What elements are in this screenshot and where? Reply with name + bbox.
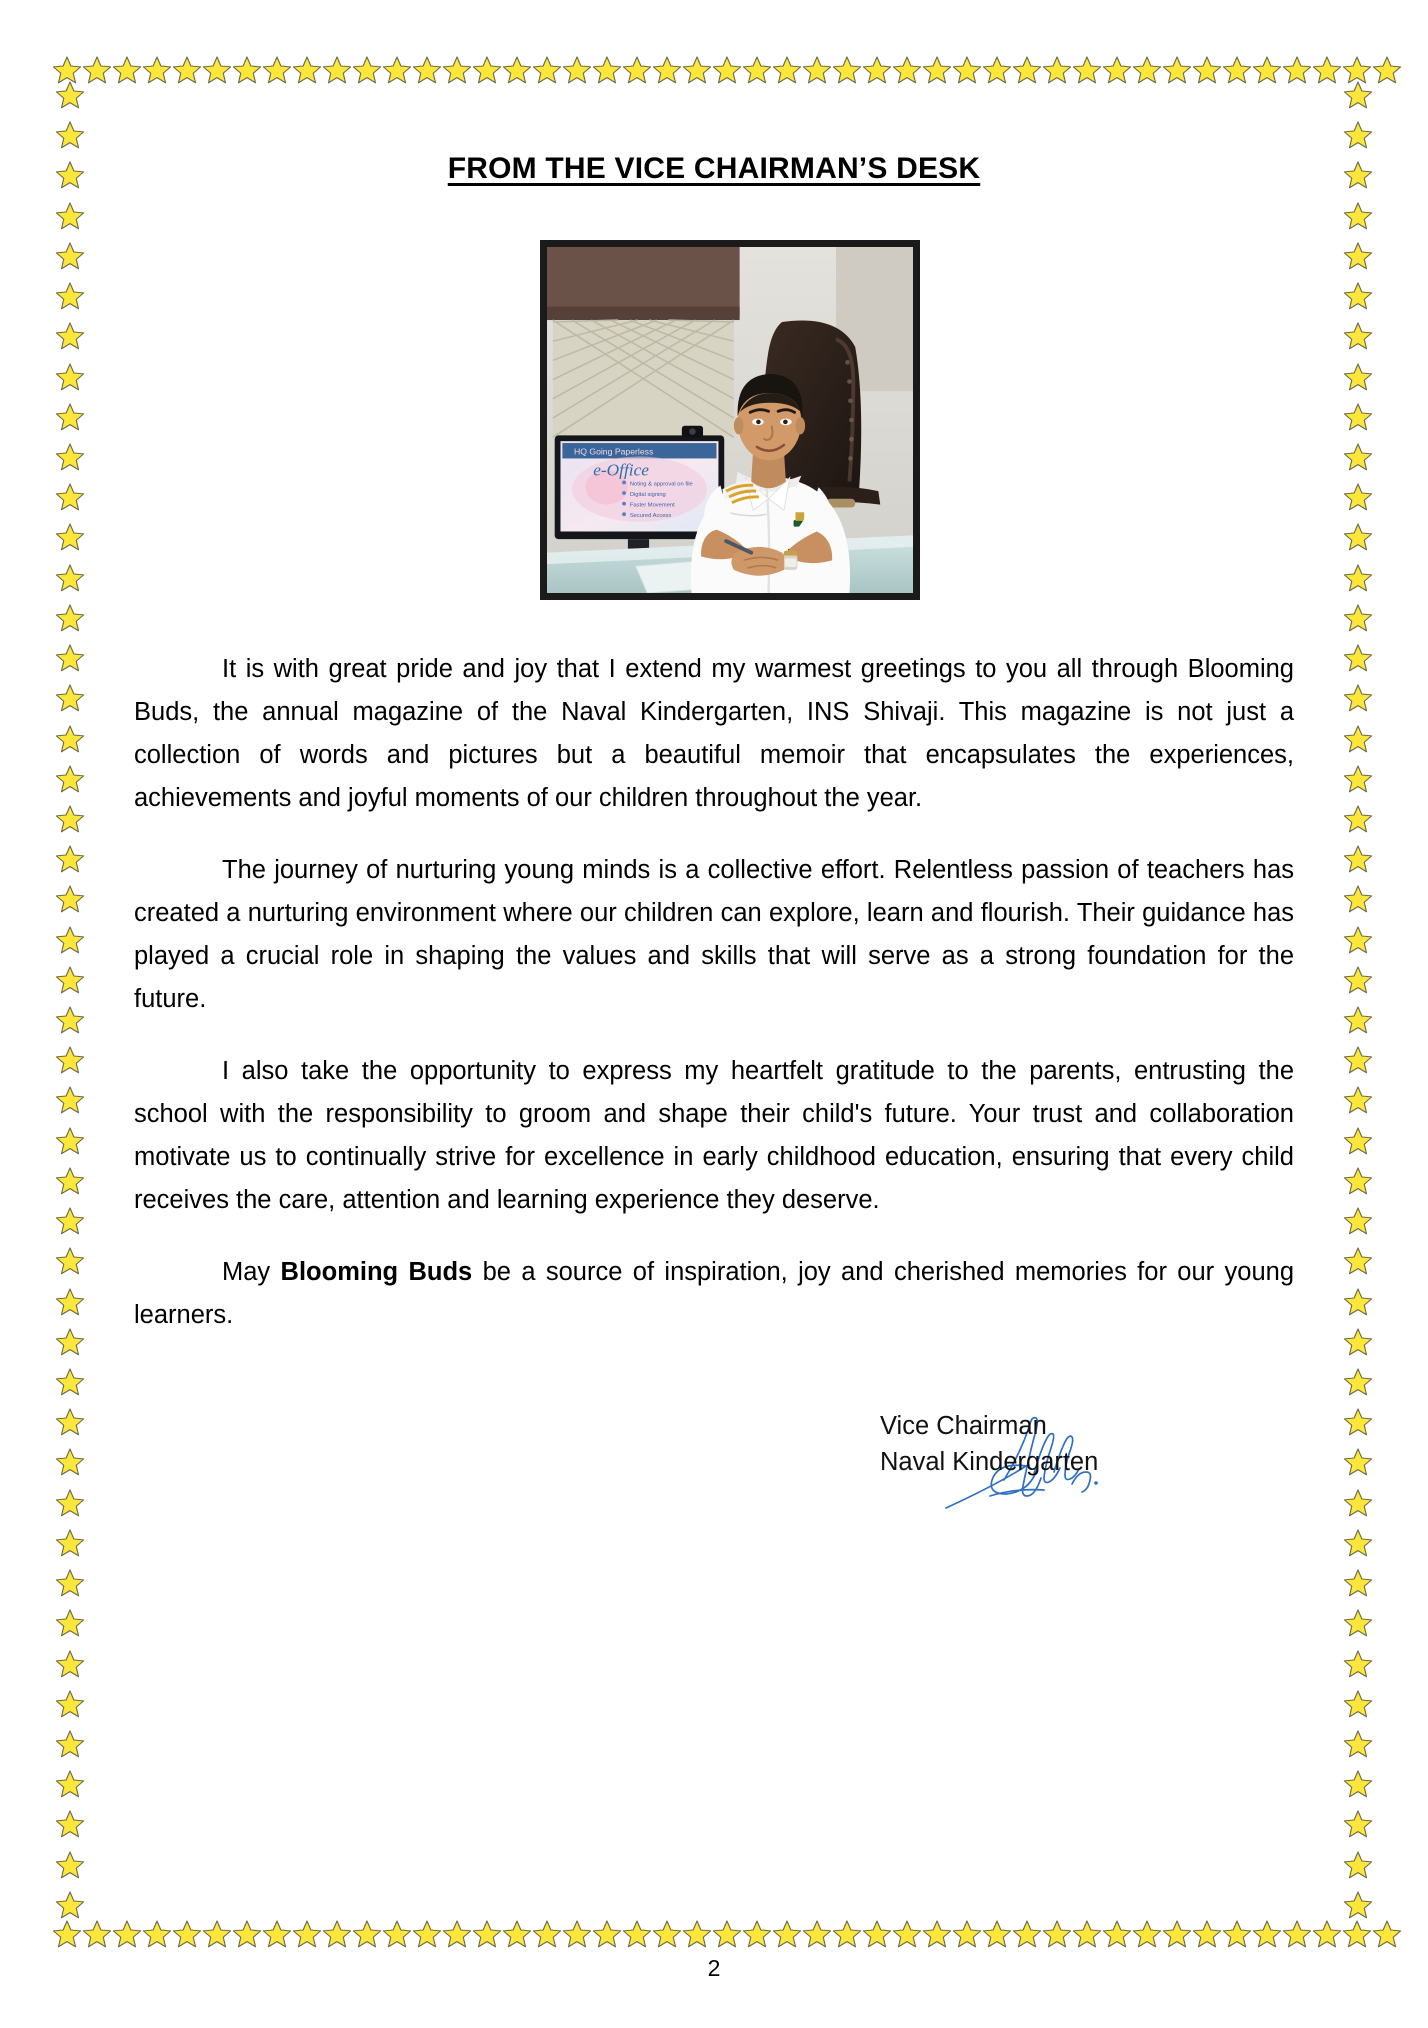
border-star-icon: [292, 55, 322, 85]
border-star-icon: [55, 1045, 85, 1075]
border-star-icon: [55, 1608, 85, 1638]
star-border-bottom-row: [52, 1916, 1382, 1952]
border-star-icon: [262, 1919, 292, 1949]
border-star-icon: [1343, 1488, 1373, 1518]
border-star-icon: [1343, 1568, 1373, 1598]
border-star-icon: [412, 1919, 442, 1949]
border-star-icon: [1372, 1919, 1402, 1949]
border-star-icon: [1042, 1919, 1072, 1949]
border-star-icon: [55, 1206, 85, 1236]
border-star-icon: [55, 1769, 85, 1799]
border-star-icon: [652, 1919, 682, 1949]
border-star-icon: [55, 241, 85, 271]
border-star-icon: [55, 1729, 85, 1759]
border-star-icon: [55, 1327, 85, 1357]
border-star-icon: [1343, 241, 1373, 271]
border-star-icon: [532, 1919, 562, 1949]
border-star-icon: [1312, 55, 1342, 85]
border-star-icon: [55, 482, 85, 512]
border-star-icon: [892, 55, 922, 85]
border-star-icon: [1343, 1850, 1373, 1880]
border-star-icon: [55, 683, 85, 713]
border-star-icon: [1343, 362, 1373, 392]
border-star-icon: [1343, 1166, 1373, 1196]
star-border-right-column: [1340, 80, 1376, 1920]
border-star-icon: [55, 321, 85, 351]
border-star-icon: [142, 1919, 172, 1949]
border-star-icon: [55, 884, 85, 914]
border-star-icon: [1343, 1528, 1373, 1558]
border-star-icon: [1162, 1919, 1192, 1949]
border-star-icon: [55, 1689, 85, 1719]
svg-text:Noting & approval on file: Noting & approval on file: [629, 481, 693, 488]
svg-text:Faster Movement: Faster Movement: [629, 502, 675, 509]
border-star-icon: [412, 55, 442, 85]
border-star-icon: [1343, 1126, 1373, 1156]
border-star-icon: [832, 1919, 862, 1949]
border-star-icon: [55, 80, 85, 110]
border-star-icon: [1072, 55, 1102, 85]
border-star-icon: [532, 55, 562, 85]
star-border-top-row: [52, 52, 1382, 88]
border-star-icon: [442, 1919, 472, 1949]
border-star-icon: [55, 1246, 85, 1276]
border-star-icon: [1343, 804, 1373, 834]
border-star-icon: [1162, 55, 1192, 85]
border-star-icon: [322, 1919, 352, 1949]
border-star-icon: [472, 1919, 502, 1949]
border-star-icon: [1343, 1327, 1373, 1357]
border-star-icon: [1343, 1407, 1373, 1437]
border-star-icon: [1132, 55, 1162, 85]
border-star-icon: [55, 563, 85, 593]
border-star-icon: [1343, 1246, 1373, 1276]
border-star-icon: [592, 55, 622, 85]
border-star-icon: [1343, 1890, 1373, 1920]
border-star-icon: [1343, 683, 1373, 713]
border-star-icon: [55, 724, 85, 754]
border-star-icon: [352, 1919, 382, 1949]
svg-text:HQ Going Paperless: HQ Going Paperless: [573, 446, 654, 457]
border-star-icon: [382, 55, 412, 85]
border-star-icon: [802, 55, 832, 85]
border-star-icon: [1343, 442, 1373, 472]
border-star-icon: [55, 522, 85, 552]
border-star-icon: [262, 55, 292, 85]
border-star-icon: [55, 1568, 85, 1598]
border-star-icon: [592, 1919, 622, 1949]
border-star-icon: [55, 1126, 85, 1156]
border-star-icon: [1342, 55, 1372, 85]
border-star-icon: [232, 1919, 262, 1949]
border-star-icon: [202, 55, 232, 85]
border-star-icon: [982, 1919, 1012, 1949]
border-star-icon: [922, 1919, 952, 1949]
border-star-icon: [55, 120, 85, 150]
border-star-icon: [55, 1890, 85, 1920]
body-paragraph-1: It is with great pride and joy that I extend my warmest greetings to you all through Blooming Buds, the annual magazine of the Naval Kindergarten, INS Shivaji. This magazine is not just a collection of words and pictures but a beautiful memoir that encapsulates the experiences, achievements and joyful moments of our children throughout the year.: [134, 655, 1294, 812]
border-star-icon: [802, 1919, 832, 1949]
border-star-icon: [562, 55, 592, 85]
signer-designation: Vice Chairman: [880, 1412, 1047, 1440]
border-star-icon: [112, 55, 142, 85]
border-star-icon: [1132, 1919, 1162, 1949]
body-paragraph-2: The journey of nurturing young minds is a collective effort. Relentless passion of teachers has created a nurturing environment where our children can explore, learn and flourish. Their guidance has played a crucial role in shaping the values and skills that will serve as a strong foundation for the future.: [134, 856, 1294, 1013]
border-star-icon: [55, 1850, 85, 1880]
border-star-icon: [55, 1649, 85, 1679]
border-star-icon: [1102, 1919, 1132, 1949]
body-paragraph-4-prefix: May: [222, 1258, 281, 1286]
border-star-icon: [55, 1809, 85, 1839]
letter-body: [134, 648, 1294, 1337]
svg-text:e-Office: e-Office: [593, 460, 649, 480]
border-star-icon: [622, 1919, 652, 1949]
border-star-icon: [652, 55, 682, 85]
border-star-icon: [712, 1919, 742, 1949]
border-star-icon: [1372, 55, 1402, 85]
border-star-icon: [55, 643, 85, 673]
border-star-icon: [82, 1919, 112, 1949]
border-star-icon: [112, 1919, 142, 1949]
page-title: FROM THE VICE CHAIRMAN’S DESK: [447, 152, 981, 185]
border-star-icon: [742, 55, 772, 85]
border-star-icon: [55, 965, 85, 995]
border-star-icon: [52, 1919, 82, 1949]
border-star-icon: [55, 1407, 85, 1437]
border-star-icon: [292, 1919, 322, 1949]
border-star-icon: [55, 201, 85, 231]
border-star-icon: [1343, 402, 1373, 432]
vice-chairman-photo: [540, 240, 920, 600]
svg-text:Digital signing: Digital signing: [629, 491, 666, 498]
border-star-icon: [1343, 764, 1373, 794]
border-star-icon: [55, 844, 85, 874]
border-star-icon: [1282, 55, 1312, 85]
border-star-icon: [1343, 563, 1373, 593]
border-star-icon: [55, 1488, 85, 1518]
border-star-icon: [1072, 1919, 1102, 1949]
border-star-icon: [55, 925, 85, 955]
svg-text:Secured Access: Secured Access: [629, 513, 672, 520]
border-star-icon: [1042, 55, 1072, 85]
border-star-icon: [352, 55, 382, 85]
border-star-icon: [922, 55, 952, 85]
border-star-icon: [382, 1919, 412, 1949]
border-star-icon: [1343, 1809, 1373, 1839]
border-star-icon: [55, 804, 85, 834]
page-number: 2: [707, 1955, 721, 1981]
border-star-icon: [1343, 281, 1373, 311]
border-star-icon: [472, 55, 502, 85]
border-star-icon: [1343, 925, 1373, 955]
border-star-icon: [55, 603, 85, 633]
border-star-icon: [1012, 55, 1042, 85]
border-star-icon: [1252, 55, 1282, 85]
border-star-icon: [1343, 1447, 1373, 1477]
border-star-icon: [1343, 965, 1373, 995]
border-star-icon: [442, 55, 472, 85]
border-star-icon: [1343, 1729, 1373, 1759]
border-star-icon: [55, 1005, 85, 1035]
border-star-icon: [1343, 884, 1373, 914]
border-star-icon: [1343, 201, 1373, 231]
border-star-icon: [55, 1166, 85, 1196]
border-star-icon: [712, 55, 742, 85]
border-star-icon: [1343, 1689, 1373, 1719]
border-star-icon: [772, 1919, 802, 1949]
border-star-icon: [1252, 1919, 1282, 1949]
border-star-icon: [502, 1919, 532, 1949]
border-star-icon: [832, 55, 862, 85]
border-star-icon: [55, 1447, 85, 1477]
border-star-icon: [52, 55, 82, 85]
star-border-left-column: [52, 80, 88, 1920]
border-star-icon: [55, 281, 85, 311]
border-star-icon: [1192, 1919, 1222, 1949]
border-star-icon: [1343, 1287, 1373, 1317]
border-star-icon: [1343, 724, 1373, 754]
border-star-icon: [502, 55, 532, 85]
border-star-icon: [772, 55, 802, 85]
border-star-icon: [1343, 1608, 1373, 1638]
border-star-icon: [202, 1919, 232, 1949]
border-star-icon: [1343, 1005, 1373, 1035]
border-star-icon: [1312, 1919, 1342, 1949]
border-star-icon: [1342, 1919, 1372, 1949]
border-star-icon: [1343, 80, 1373, 110]
border-star-icon: [862, 1919, 892, 1949]
border-star-icon: [562, 1919, 592, 1949]
border-star-icon: [982, 55, 1012, 85]
border-star-icon: [1222, 55, 1252, 85]
border-star-icon: [322, 55, 352, 85]
border-star-icon: [55, 1085, 85, 1115]
border-star-icon: [1343, 1649, 1373, 1679]
border-star-icon: [1282, 1919, 1312, 1949]
signer-organisation: Naval Kindergarten: [880, 1448, 1099, 1476]
border-star-icon: [1343, 643, 1373, 673]
body-paragraph-4-suffix: be a source of inspiration, joy and cherished memories for our young learners.: [134, 1258, 1295, 1329]
border-star-icon: [622, 55, 652, 85]
border-star-icon: [1012, 1919, 1042, 1949]
border-star-icon: [1222, 1919, 1252, 1949]
border-star-icon: [1343, 522, 1373, 552]
border-star-icon: [742, 1919, 772, 1949]
border-star-icon: [55, 1287, 85, 1317]
border-star-icon: [55, 362, 85, 392]
border-star-icon: [1343, 603, 1373, 633]
border-star-icon: [1343, 1045, 1373, 1075]
border-star-icon: [82, 55, 112, 85]
border-star-icon: [55, 764, 85, 794]
magazine-name-emphasis: Blooming Buds: [280, 1258, 473, 1286]
border-star-icon: [952, 55, 982, 85]
border-star-icon: [1343, 321, 1373, 351]
border-star-icon: [1343, 1085, 1373, 1115]
border-star-icon: [682, 1919, 712, 1949]
border-star-icon: [1343, 482, 1373, 512]
border-star-icon: [172, 1919, 202, 1949]
body-paragraph-3: I also take the opportunity to express my heartfelt gratitude to the parents, entrusting the school with the responsibility to groom and shape their child's future. Your trust and collaboration motivate us to continually strive for excellence in early childhood education, ensuring that every child receives the care, attention and learning experience they deserve.: [134, 1057, 1294, 1214]
border-star-icon: [55, 402, 85, 432]
border-star-icon: [862, 55, 892, 85]
border-star-icon: [55, 442, 85, 472]
border-star-icon: [55, 1367, 85, 1397]
border-star-icon: [952, 1919, 982, 1949]
border-star-icon: [1192, 55, 1222, 85]
border-star-icon: [892, 1919, 922, 1949]
border-star-icon: [232, 55, 262, 85]
border-star-icon: [1343, 1206, 1373, 1236]
border-star-icon: [682, 55, 712, 85]
signature-block: [880, 1408, 1200, 1480]
border-star-icon: [1343, 844, 1373, 874]
body-paragraph-4: [134, 1251, 1294, 1337]
border-star-icon: [172, 55, 202, 85]
border-star-icon: [1343, 1769, 1373, 1799]
border-star-icon: [1102, 55, 1132, 85]
border-star-icon: [1343, 1367, 1373, 1397]
border-star-icon: [142, 55, 172, 85]
border-star-icon: [1343, 120, 1373, 150]
border-star-icon: [55, 1528, 85, 1558]
